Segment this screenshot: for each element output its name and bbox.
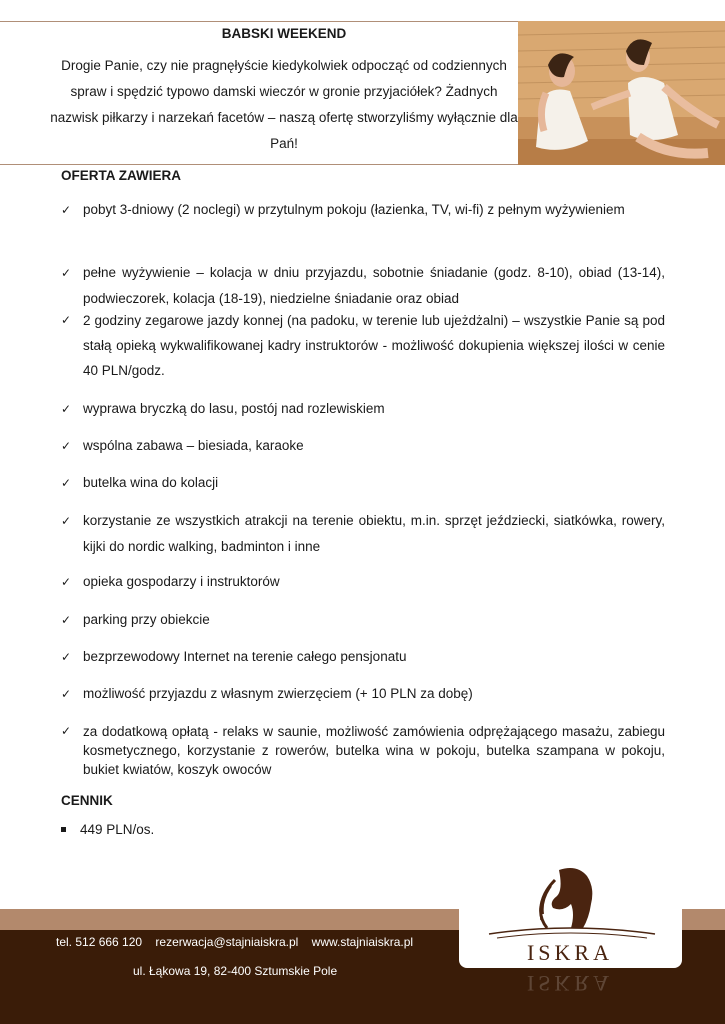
header-top-rule — [0, 21, 518, 22]
check-icon: ✓ — [61, 724, 72, 738]
offer-item: ✓ wyprawa bryczką do lasu, postój nad rozlewiskiem — [61, 397, 665, 421]
check-icon: ✓ — [61, 575, 72, 589]
offer-item: ✓ za dodatkową opłatą - relaks w saunie, możliwość zamówienia odprężającego masażu, zabiegu kosmetycznego, korzystanie z rowerów, butelka wina w pokoju, butelka szampana w pokoju, bukiet kwiatów, koszyk owoców — [61, 724, 665, 777]
footer-address: ul. Łąkowa 19, 82-400 Sztumskie Pole — [133, 964, 338, 978]
sauna-photo — [518, 21, 725, 165]
check-icon: ✓ — [61, 650, 72, 664]
check-icon: ✓ — [61, 514, 72, 528]
page-title: BABSKI WEEKEND — [221, 26, 347, 41]
header-bottom-rule — [0, 164, 518, 165]
price-value: 449 PLN/os. — [80, 822, 155, 837]
offer-item: ✓ korzystanie ze wszystkich atrakcji na terenie obiektu, m.in. sprzęt jeździecki, siatkówka, rowery, kijki do nordic walking, badminton i inne — [61, 508, 665, 560]
offer-item: ✓ możliwość przyjazdu z własnym zwierzęciem (+ 10 PLN za dobę) — [61, 682, 665, 706]
footer-website[interactable]: www.stajniaiskra.pl — [311, 935, 414, 949]
check-icon: ✓ — [61, 687, 72, 701]
offer-item: ✓ pełne wyżywienie – kolacja w dniu przyjazdu, sobotnie śniadanie (godz. 8-10), obiad (13-14), podwieczorek, kolacja (18-19), niedzielne śniadanie oraz obiad — [61, 260, 665, 312]
check-icon: ✓ — [61, 402, 72, 416]
offer-item: ✓ 2 godziny zegarowe jazdy konnej (na padoku, w terenie lub ujeżdżalni) – wszystkie Panie są pod stałą opieką wykwalifikowanej kadry instruktorów - możliwość dokupienia większej ilości w cenie 40 PLN/godz. — [61, 308, 665, 383]
offer-item: ✓ opieka gospodarzy i instruktorów — [61, 570, 665, 594]
price-line — [61, 822, 154, 837]
check-icon: ✓ — [61, 203, 72, 217]
pricing-title: CENNIK — [61, 793, 113, 808]
offer-item: ✓ butelka wina do kolacji — [61, 471, 665, 495]
check-icon: ✓ — [61, 439, 72, 453]
footer-phone: tel. 512 666 120 — [56, 935, 143, 949]
footer-email[interactable]: rezerwacja@stajniaiskra.pl — [155, 935, 299, 949]
offer-item: ✓ parking przy obiekcie — [61, 608, 665, 632]
footer-contacts — [56, 935, 413, 949]
square-bullet-icon — [61, 827, 66, 832]
offer-item: ✓ pobyt 3-dniowy (2 noclegi) w przytulnym pokoju (łazienka, TV, wi-fi) z pełnym wyżywieniem — [61, 197, 665, 223]
check-icon: ✓ — [61, 613, 72, 627]
iskra-logo — [459, 862, 682, 968]
logo-reflection — [459, 968, 682, 998]
check-icon: ✓ — [61, 476, 72, 490]
intro-paragraph: Drogie Panie, czy nie pragnęłyście kiedykolwiek odpocząć od codziennych spraw i spędzić typowo damski wieczór w gronie przyjaciółek? Żadnych nazwisk piłkarzy i narzekań facetów – naszą ofertę stworzyliśmy wyłącznie dla Pań! — [50, 58, 518, 151]
logo-text: ISKRA — [526, 940, 614, 965]
check-icon: ✓ — [61, 266, 72, 280]
logo-reflection-text: ISKRA — [526, 971, 614, 996]
offer-item: ✓ wspólna zabawa – biesiada, karaoke — [61, 434, 665, 458]
check-icon: ✓ — [61, 313, 72, 327]
offer-item: ✓ bezprzewodowy Internet na terenie całego pensjonatu — [61, 645, 665, 669]
offer-title: OFERTA ZAWIERA — [61, 168, 181, 183]
